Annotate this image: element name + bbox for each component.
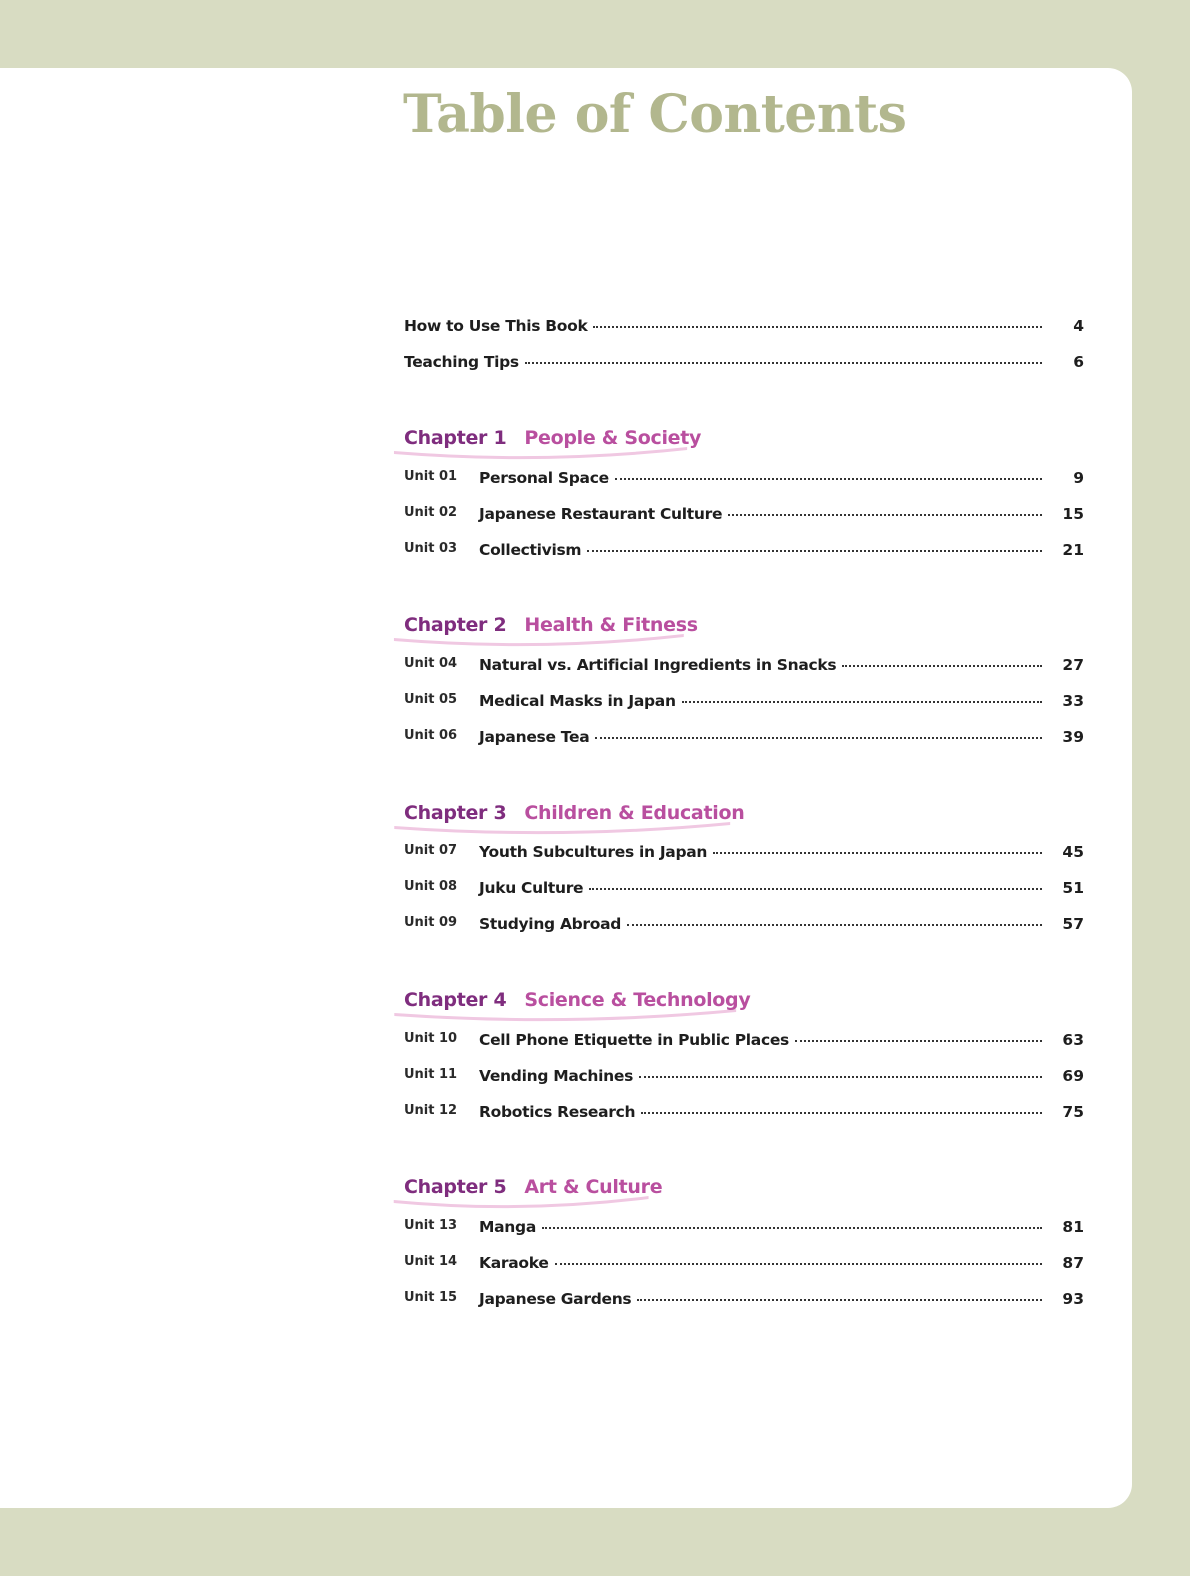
dot-leader (637, 1299, 1042, 1301)
unit-number: Unit 03 (404, 540, 458, 556)
unit-number: Unit 05 (404, 691, 458, 707)
unit-number: Unit 02 (404, 504, 458, 520)
unit-number: Unit 04 (404, 655, 458, 671)
unit-title: Juku Culture (479, 879, 584, 897)
page-number: 63 (1062, 1031, 1084, 1049)
unit-title: Manga (479, 1218, 536, 1236)
dot-leader (627, 924, 1042, 926)
dot-leader (728, 514, 1042, 516)
page-number: 75 (1062, 1103, 1084, 1121)
toc-entry-unit-09[interactable] (404, 912, 1084, 936)
page-number: 57 (1062, 915, 1084, 933)
toc-entry-unit-06[interactable] (404, 725, 1084, 749)
toc-entry-label: How to Use This Book (404, 317, 588, 335)
chapter-2-heading[interactable] (404, 614, 698, 642)
toc-entry-unit-10[interactable] (404, 1028, 1084, 1052)
dot-leader (795, 1040, 1042, 1042)
unit-title: Karaoke (479, 1254, 549, 1272)
chapter-1-heading[interactable] (404, 427, 701, 455)
toc-entry-unit-01[interactable] (404, 466, 1084, 490)
chapter-4-heading[interactable] (404, 989, 750, 1017)
dot-leader (639, 1076, 1042, 1078)
page-number: 9 (1073, 469, 1084, 487)
toc-entry-unit-08[interactable] (404, 876, 1084, 900)
toc-entry-unit-11[interactable] (404, 1064, 1084, 1088)
chapter-number: Chapter 1 (404, 427, 507, 449)
unit-number: Unit 14 (404, 1253, 458, 1269)
unit-title: Personal Space (479, 469, 609, 487)
unit-title: Medical Masks in Japan (479, 692, 676, 710)
toc-entry-unit-14[interactable] (404, 1251, 1084, 1275)
chapter-name: Science & Technology (524, 989, 751, 1011)
page-number: 81 (1062, 1218, 1084, 1236)
page-number: 45 (1062, 843, 1084, 861)
page-number: 69 (1062, 1067, 1084, 1085)
dot-leader (555, 1263, 1042, 1265)
dot-leader (589, 888, 1042, 890)
dot-leader (682, 701, 1042, 703)
unit-number: Unit 11 (404, 1066, 458, 1082)
dot-leader (525, 362, 1042, 364)
chapter-name: Children & Education (524, 802, 745, 824)
chapter-name: Health & Fitness (524, 614, 698, 636)
chapter-number: Chapter 2 (404, 614, 507, 636)
dot-leader (542, 1227, 1042, 1229)
toc-entry-unit-03[interactable] (404, 538, 1084, 562)
chapter-5-heading[interactable] (404, 1176, 662, 1204)
toc-entry-teaching-tips[interactable] (404, 350, 1084, 374)
dot-leader (842, 665, 1042, 667)
chapter-number: Chapter 5 (404, 1176, 507, 1198)
toc-entry-unit-12[interactable] (404, 1100, 1084, 1124)
unit-number: Unit 13 (404, 1217, 458, 1233)
unit-number: Unit 09 (404, 914, 458, 930)
toc-entry-unit-07[interactable] (404, 840, 1084, 864)
page-title: Table of Contents (403, 84, 907, 145)
unit-number: Unit 12 (404, 1102, 458, 1118)
unit-title: Youth Subcultures in Japan (479, 843, 708, 861)
unit-number: Unit 08 (404, 878, 458, 894)
toc-entry-unit-15[interactable] (404, 1287, 1084, 1311)
dot-leader (713, 852, 1042, 854)
chapter-3-heading[interactable] (404, 802, 744, 830)
dot-leader (587, 550, 1042, 552)
page-number: 51 (1062, 879, 1084, 897)
chapter-name: Art & Culture (524, 1176, 663, 1198)
page-number: 39 (1062, 728, 1084, 746)
page-number: 33 (1062, 692, 1084, 710)
dot-leader (593, 326, 1042, 328)
unit-title: Robotics Research (479, 1103, 636, 1121)
page-number: 27 (1062, 656, 1084, 674)
unit-title: Cell Phone Etiquette in Public Places (479, 1031, 789, 1049)
unit-number: Unit 15 (404, 1289, 458, 1305)
unit-number: Unit 01 (404, 468, 458, 484)
unit-number: Unit 07 (404, 842, 458, 858)
dot-leader (595, 737, 1042, 739)
unit-number: Unit 06 (404, 727, 458, 743)
chapter-number: Chapter 3 (404, 802, 507, 824)
page-number: 15 (1062, 505, 1084, 523)
unit-title: Studying Abroad (479, 915, 622, 933)
page-number: 87 (1062, 1254, 1084, 1272)
unit-title: Natural vs. Artificial Ingredients in Snacks (479, 656, 837, 674)
unit-title: Collectivism (479, 541, 582, 559)
page-number: 6 (1073, 353, 1084, 371)
page-number: 93 (1062, 1290, 1084, 1308)
toc-entry-unit-13[interactable] (404, 1215, 1084, 1239)
unit-number: Unit 10 (404, 1030, 458, 1046)
page-number: 4 (1073, 317, 1084, 335)
unit-title: Japanese Gardens (479, 1290, 632, 1308)
dot-leader (615, 478, 1042, 480)
toc-entry-label: Teaching Tips (404, 353, 519, 371)
unit-title: Japanese Tea (479, 728, 590, 746)
unit-title: Vending Machines (479, 1067, 634, 1085)
dot-leader (641, 1112, 1042, 1114)
chapter-name: People & Society (524, 427, 702, 449)
chapter-number: Chapter 4 (404, 989, 507, 1011)
toc-entry-unit-04[interactable] (404, 653, 1084, 677)
toc-entry-unit-02[interactable] (404, 502, 1084, 526)
page-number: 21 (1062, 541, 1084, 559)
unit-title: Japanese Restaurant Culture (479, 505, 723, 523)
toc-entry-unit-05[interactable] (404, 689, 1084, 713)
toc-entry-how-to-use[interactable] (404, 314, 1084, 338)
